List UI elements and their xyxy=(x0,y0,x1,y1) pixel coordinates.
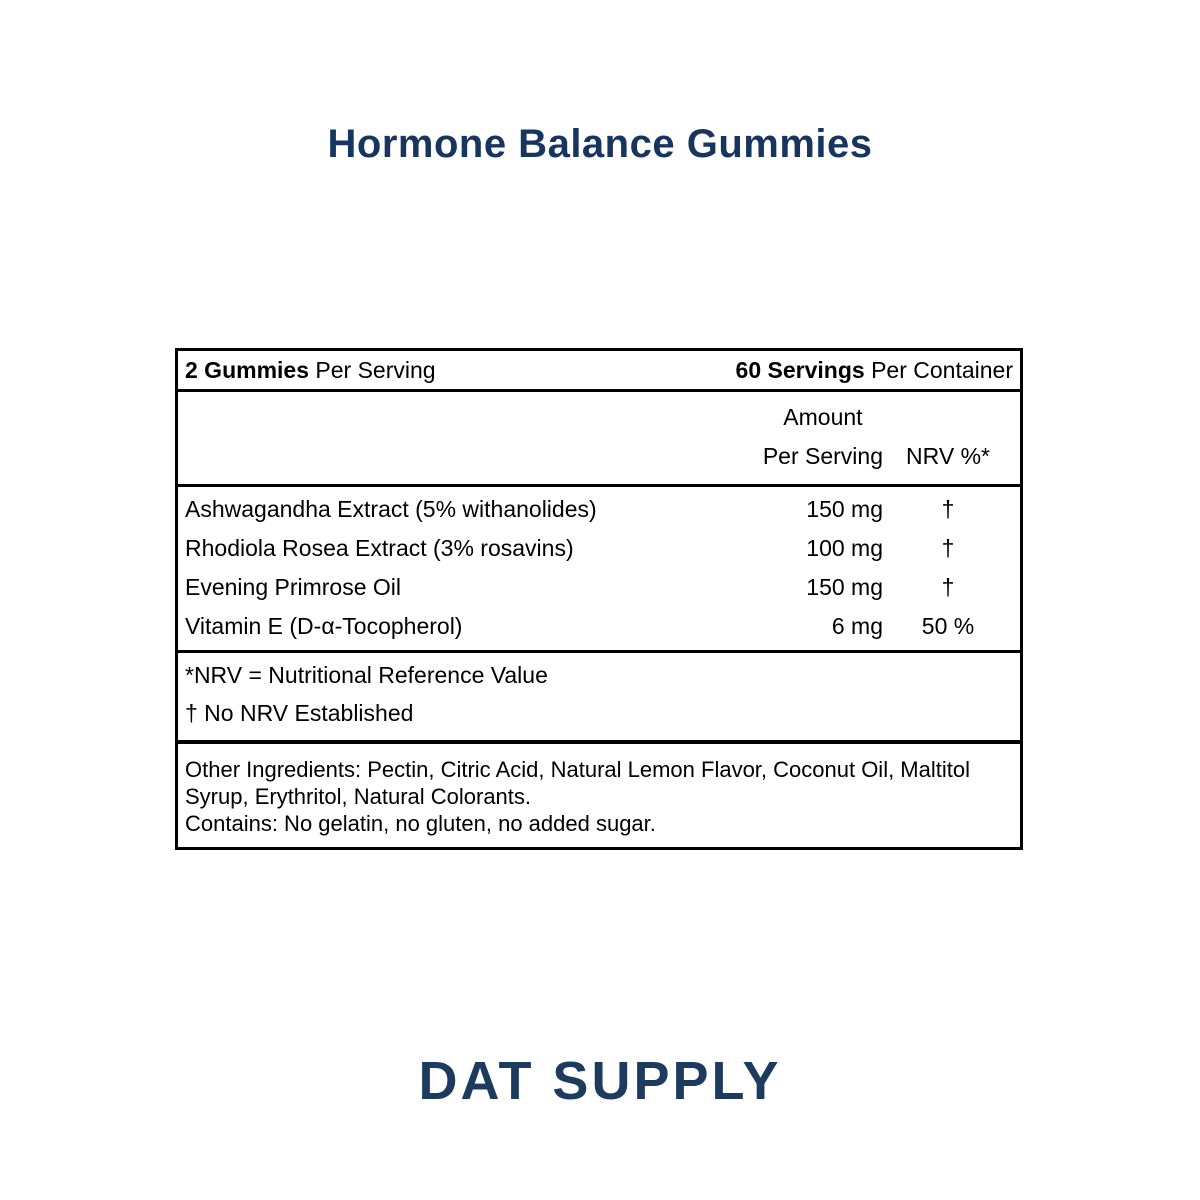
amount-per-serving-header xyxy=(763,398,883,476)
amount-header-line1: Amount xyxy=(783,404,863,430)
column-headers-row xyxy=(178,392,1020,487)
ingredient-amount: 100 mg xyxy=(806,535,883,561)
no-nrv-footnote: † No NRV Established xyxy=(185,700,414,726)
footnotes xyxy=(178,650,1020,740)
serving-size-label: Per Serving xyxy=(309,357,436,383)
table-row xyxy=(178,568,1020,607)
serving-info-row xyxy=(178,351,1020,392)
servings-per-container xyxy=(736,356,1013,384)
servings-count-label: Per Container xyxy=(864,357,1013,383)
contains-text: Contains: No gelatin, no gluten, no added sugar. xyxy=(185,811,656,836)
ingredient-nrv: † xyxy=(941,574,955,600)
ingredient-amount: 6 mg xyxy=(831,613,883,639)
serving-size-value: 2 Gummies xyxy=(185,357,309,383)
ingredient-name: Evening Primrose Oil xyxy=(185,574,402,600)
ingredient-name: Rhodiola Rosea Extract (3% rosavins) xyxy=(185,535,574,561)
ingredient-nrv: † xyxy=(941,496,955,522)
table-row xyxy=(178,529,1020,568)
ingredient-nrv: 50 % xyxy=(921,613,975,639)
brand-logo: DAT SUPPLY xyxy=(418,1051,782,1111)
supplement-facts-table xyxy=(175,348,1023,743)
page-title: Hormone Balance Gummies xyxy=(327,122,873,166)
table-row xyxy=(178,490,1020,529)
amount-header-line2: Per Serving xyxy=(762,443,883,469)
ingredient-name: Ashwagandha Extract (5% withanolides) xyxy=(185,496,597,522)
other-ingredients-text: Other Ingredients: Pectin, Citric Acid, Natural Lemon Flavor, Coconut Oil, Maltitol Syrup, Erythritol, Natural Colorants. xyxy=(185,757,970,809)
ingredient-amount: 150 mg xyxy=(806,496,883,522)
ingredient-name: Vitamin E (D-α-Tocopherol) xyxy=(185,613,463,639)
ingredient-nrv: † xyxy=(941,535,955,561)
nrv-header: NRV %* xyxy=(906,443,990,469)
table-row xyxy=(178,607,1020,646)
other-ingredients-box xyxy=(175,741,1023,850)
servings-per-serving xyxy=(185,356,436,384)
ingredient-rows xyxy=(178,487,1020,650)
ingredient-amount: 150 mg xyxy=(806,574,883,600)
nrv-definition-footnote: *NRV = Nutritional Reference Value xyxy=(185,662,548,688)
servings-count-value: 60 Servings xyxy=(735,357,865,383)
